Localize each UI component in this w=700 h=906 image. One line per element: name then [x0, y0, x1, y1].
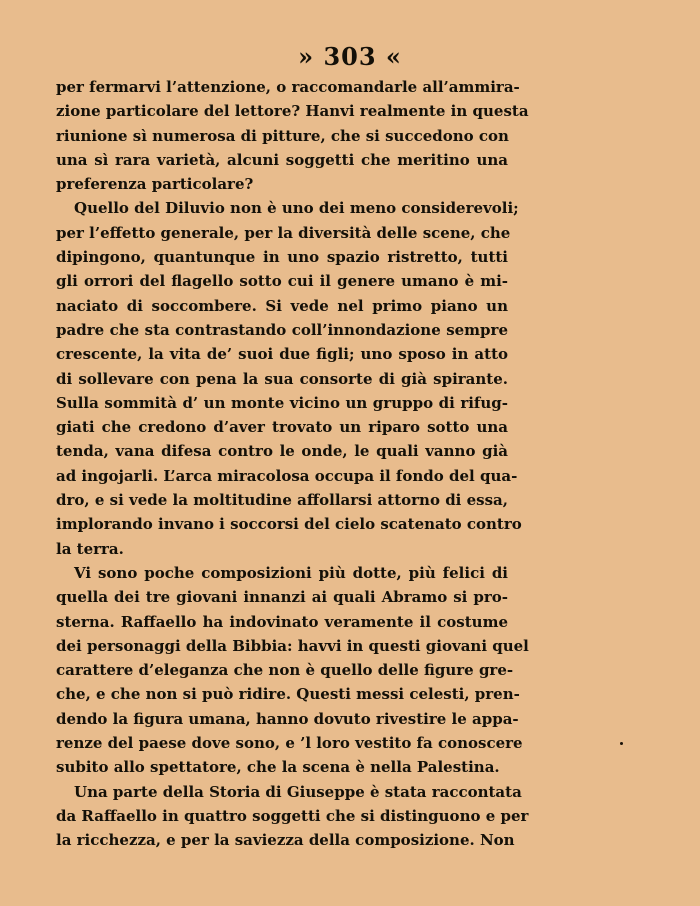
text-line: dendo la figura umana, hanno dovuto rivestire le appa-: [56, 709, 519, 728]
text-line: implorando invano i soccorsi del cielo scatenato contro: [56, 515, 522, 534]
text-line: dipingono, quantunque in uno spazio ristretto, tutti: [56, 248, 508, 267]
text-line: carattere d’eleganza che non è quello delle figure gre-: [56, 661, 514, 680]
text-line: la ricchezza, e per la saviezza della composizione. Non: [56, 831, 515, 850]
text-line: tenda, vana difesa contro le onde, le quali vanno già: [56, 442, 508, 461]
text-line: zione particolare del lettore? Hanvi realmente in questa: [56, 102, 529, 121]
text-line: naciato di soccombere. Si vede nel primo piano un: [56, 296, 508, 315]
text-line: gli orrori del flagello sotto cui il genere umano è mi-: [56, 272, 508, 291]
text-line: Una parte della Storia di Giuseppe è stata raccontata: [74, 782, 522, 801]
text-line: giati che credono d’aver trovato un riparo sotto una: [56, 418, 508, 437]
text-line: padre che sta contrastando coll’innondazione sempre: [56, 320, 508, 339]
text-line: riunione sì numerosa di pitture, che si succedono con: [56, 126, 509, 145]
page-number: » 303 «: [298, 42, 402, 71]
text-line: di sollevare con pena la sua consorte di già spirante.: [56, 369, 508, 388]
text-line: sterna. Raffaello ha indovinato veramente il costume: [56, 612, 508, 631]
text-line: crescente, la vita de’ suoi due figli; uno sposo in atto: [56, 345, 508, 364]
text-line: Vi sono poche composizioni più dotte, più felici di: [74, 563, 508, 582]
ink-speck: [620, 742, 623, 745]
text-line: per fermarvi l’attenzione, o raccomandarle all’ammira-: [56, 78, 520, 96]
text-line: preferenza particolare?: [56, 175, 254, 194]
text-line: una sì rara varietà, alcuni soggetti che meritino una: [56, 150, 508, 169]
text-line: Quello del Diluvio non è uno dei meno considerevoli;: [74, 199, 519, 218]
text-line: da Raffaello in quattro soggetti che si distinguono e per: [56, 806, 529, 825]
text-line: quella dei tre giovani innanzi ai quali Abramo si pro-: [56, 588, 508, 607]
text-line: la terra.: [56, 539, 124, 558]
text-line: dro, e si vede la moltitudine affollarsi attorno di essa,: [56, 491, 508, 510]
text-line: che, e che non si può ridire. Questi messi celesti, pren-: [56, 685, 520, 704]
page-body: [56, 75, 529, 853]
text-line: ad ingojarli. L’arca miracolosa occupa il fondo del qua-: [56, 466, 518, 485]
text-line: renze del paese dove sono, e ’l loro vestito fa conoscere: [56, 734, 523, 753]
text-line: Sulla sommità d’ un monte vicino un gruppo di rifug-: [56, 393, 508, 412]
text-line: per l’effetto generale, per la diversità delle scene, che: [56, 223, 511, 242]
text-line: dei personaggi della Bibbia: havvi in questi giovani quel: [56, 636, 529, 655]
text-line: subito allo spettatore, che la scena è nella Palestina.: [56, 758, 500, 777]
